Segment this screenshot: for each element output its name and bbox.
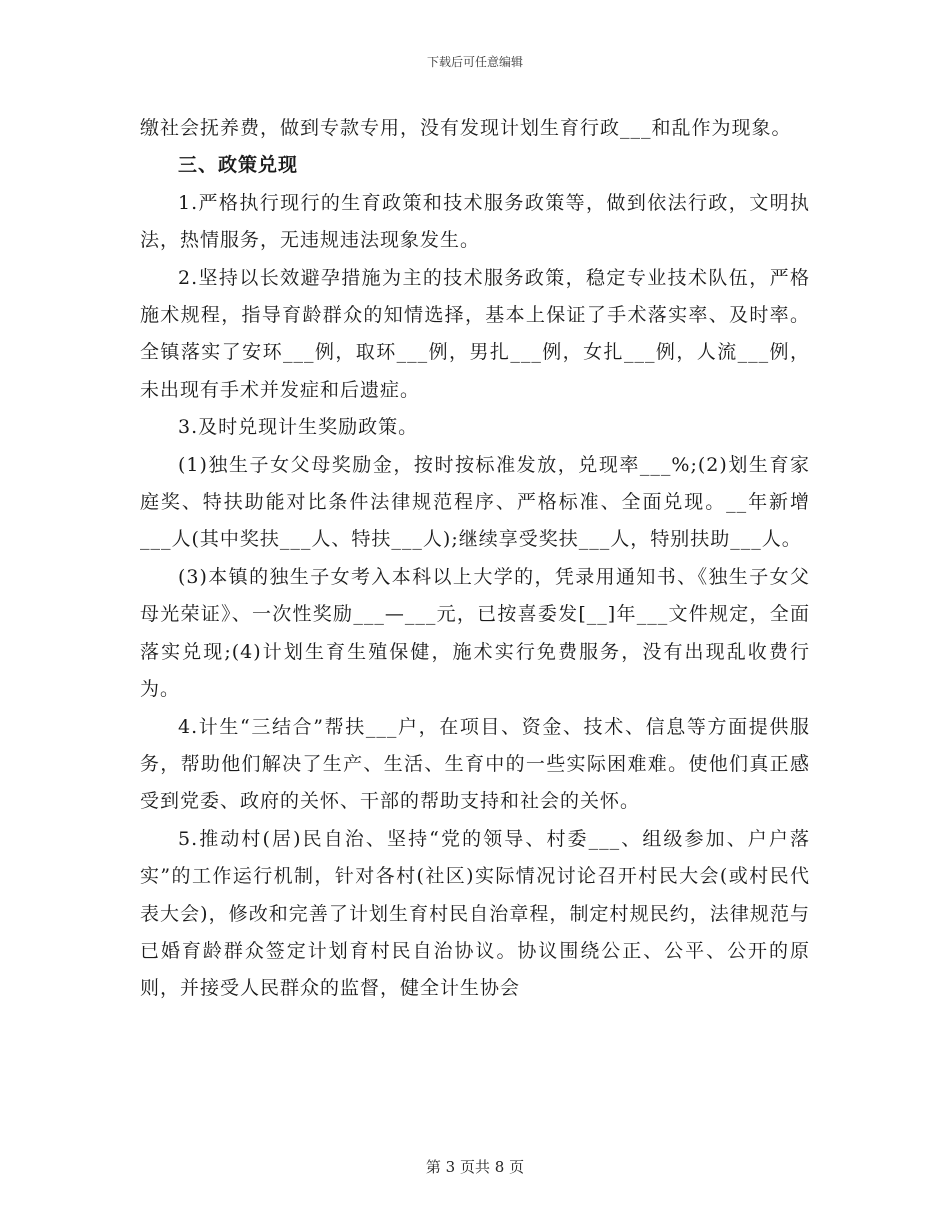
paragraph-item-5: 5.推动村(居)民自治、坚持“党的领导、村委___、组级参加、户户落实”的工作运行机制，针对各村(社区)实际情况讨论召开村民大会(或村民代表大会)，修改和完善了计划生育村民自治章程，制定村规民约，法律规范与已婚育龄群众签定计划育村民自治协议。协议围绕公正、公平、公开的原则，并接受人民群众的监督，健全计生协会 [140, 827, 810, 1000]
paragraph-item-3-sub-1: (1)独生子女父母奖励金，按时按标准发放，兑现率___%;(2)划生育家庭奖、特扶助能对比条件法律规范程序、严格标准、全面兑现。__年新增___人(其中奖扶___人、特扶___人);继续享受奖扶___人，特别扶助___人。 [140, 453, 810, 551]
document-body [140, 110, 810, 1008]
paragraph-item-3-sub-3: (3)本镇的独生子女考入本科以上大学的，凭录用通知书、《独生子女父母光荣证》、一次性奖励___—___元，已按喜委发[__]年___文件规定，全面落实兑现;(4)计划生育生殖保健，施术实行免费服务，没有出现乱收费行为。 [140, 565, 810, 701]
paragraph-item-2: 2.坚持以长效避孕措施为主的技术服务政策，稳定专业技术队伍，严格施术规程，指导育龄群众的知情选择，基本上保证了手术落实率、及时率。全镇落实了安环___例，取环___例，男扎___例，女扎___例，人流___例，未出现有手术并发症和后遗症。 [140, 266, 810, 401]
page-footer-page-number: 第 3 页共 8 页 [425, 1158, 525, 1176]
page-header: 下载后可任意编辑 [426, 55, 523, 69]
paragraph-item-1: 1.严格执行现行的生育政策和技术服务政策等，做到依法行政，文明执法，热情服务，无违规违法现象发生。 [140, 191, 810, 252]
paragraph-item-4: 4.计生“三结合”帮扶___户，在项目、资金、技术、信息等方面提供服务，帮助他们解决了生产、生活、生育中的一些实际困难难。使他们真正感受到党委、政府的关怀、干部的帮助支持和社会的关怀。 [140, 715, 810, 813]
section-heading-policy: 三、政策兑现 [178, 154, 299, 177]
paragraph-continuation: 缴社会抚养费，做到专款专用，没有发现计划生育行政___和乱作为现象。 [140, 117, 792, 139]
paragraph-item-3: 3.及时兑现计生奖励政策。 [178, 416, 419, 439]
